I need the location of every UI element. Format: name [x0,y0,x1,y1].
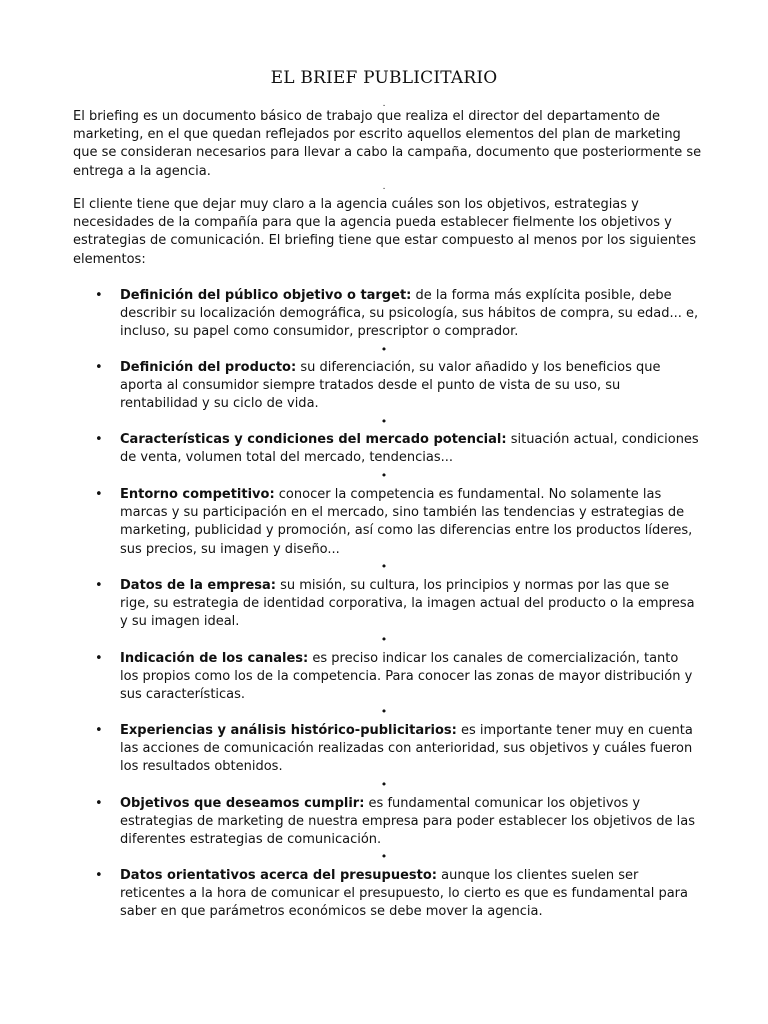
list-item-text [120,287,700,342]
list-item-text [120,795,700,850]
bullet-icon: • [95,723,103,738]
list-item-description: aunque los clientes suelen ser reticentes a la hora de comunicar el presupuesto, lo cierto es que es fundamental para saber en que parámetros económicos se debe mover la agencia. [120,868,688,920]
list-item-term: Objetivos que deseamos cumplir: [120,796,365,811]
bullet-icon: • [95,868,103,883]
separator-bullet-icon: • [380,850,388,863]
list-item-text [120,650,700,705]
bullet-icon: • [95,432,103,447]
separator-bullet-icon: • [380,560,388,573]
bullet-icon: • [95,288,103,303]
separator-bullet-icon: • [380,343,388,356]
list-item-description: conocer la competencia es fundamental. No solamente las marcas y su participación en el mercado, sino también las tendencias y estrategias de marketing, publicidad y promoción, así como las diferencias entre los productos líderes, sus precios, su imagen y diseño... [120,487,693,557]
intro-paragraph-1: El briefing es un documento básico de trabajo que realiza el director del departamento de marketing, en el que quedan reflejados por escrito aquellos elementos del plan de marketing que se consideran necesarios para llevar a cabo la campaña, documento que posteriormente se entrega a la agencia. [73,109,702,179]
list-item-description: de la forma más explícita posible, debe describir su localización demográfica, su psicología, sus hábitos de compra, su edad... e, incluso, su papel como consumidor, prescriptor o comprador. [120,288,699,340]
list-item-term: Indicación de los canales: [120,651,309,666]
bullet-icon: • [95,796,103,811]
separator-bullet-icon: • [380,705,388,718]
list-item-description: es importante tener muy en cuenta las acciones de comunicación realizadas con anterioridad, sus objetivos y cuáles fueron los resultados obtenidos. [120,723,693,775]
list-item-text [120,431,700,467]
list-item-text [120,577,700,632]
list-item-text [120,486,700,559]
list-item-description: es fundamental comunicar los objetivos y estrategias de marketing de nuestra empresa para poder establecer los objetivos de las diferentes estrategias de comunicación. [120,796,695,848]
list-item-description: su misión, su cultura, los principios y normas por las que se rige, su estrategia de identidad corporativa, la imagen actual del producto o la empresa y su imagen ideal. [120,578,695,630]
bullet-icon: • [95,578,103,593]
bullet-icon: • [95,360,103,375]
list-item-term: Experiencias y análisis histórico-publicitarios: [120,723,457,738]
list-item-description: su diferenciación, su valor añadido y los beneficios que aporta al consumidor siempre tratados desde el punto de vista de su uso, su rentabilidad y su ciclo de vida. [120,360,661,412]
list-item-text [120,359,700,414]
separator-bullet-icon: • [380,778,388,791]
paragraph-dot: . [382,182,386,192]
list-item-term: Entorno competitivo: [120,487,275,502]
list-item-text [120,722,700,777]
separator-bullet-icon: • [380,633,388,646]
list-item-description: es preciso indicar los canales de comercialización, tanto los propios como los de la competencia. Para conocer las zonas de mayor distribución y sus características. [120,651,693,703]
title-dot: . [382,99,386,109]
bullet-icon: • [95,651,103,666]
list-item-term: Definición del público objetivo o target: [120,288,412,303]
document-title: EL BRIEF PUBLICITARIO [270,68,498,88]
list-item-description: situación actual, condiciones de venta, volumen total del mercado, tendencias... [120,432,699,466]
list-item-term: Definición del producto: [120,360,297,375]
intro-paragraph-2: El cliente tiene que dejar muy claro a la agencia cuáles son los objetivos, estrategias y necesidades de la compañía para que la agencia pueda establecer fielmente los objetivos y estrategias de comunicación. El briefing tiene que estar compuesto al menos por los siguientes elementos: [73,197,696,267]
list-item-term: Datos de la empresa: [120,578,276,593]
list-item-term: Características y condiciones del mercado potencial: [120,432,507,447]
separator-bullet-icon: • [380,415,388,428]
bullet-icon: • [95,487,103,502]
separator-bullet-icon: • [380,469,388,482]
list-item-term: Datos orientativos acerca del presupuesto: [120,868,437,883]
list-item-text [120,867,700,922]
